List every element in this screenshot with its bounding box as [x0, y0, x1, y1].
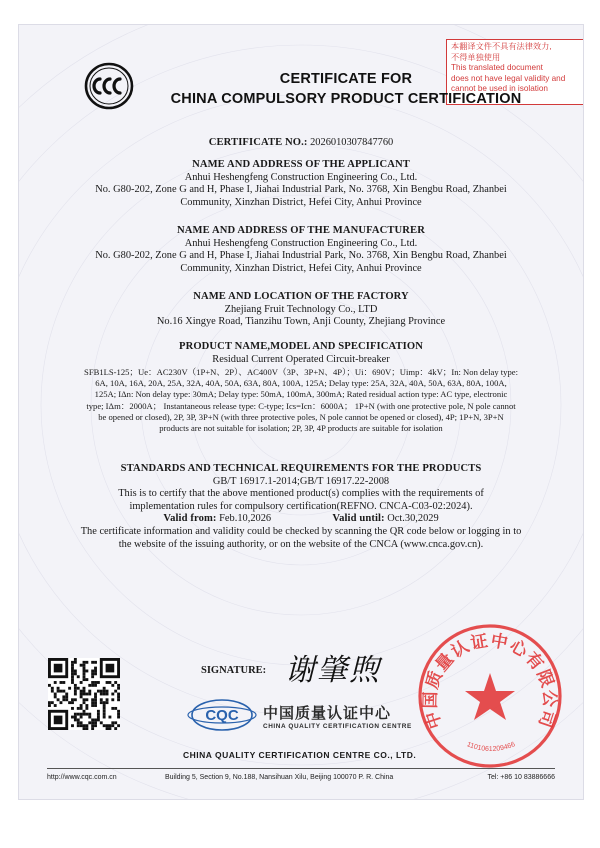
title-line-1: CERTIFICATE FOR [279, 71, 413, 87]
spec-line-1: SFB1LS-125；Ue：AC230V（1P+N、2P）、AC400V（3P、3P+N、4P）；Ui：690V；Uimp：4kV；In: Non delay type: [84, 367, 518, 377]
notice-line-1: The certificate information and validity could be checked by scanning the QR code below or logging in to [80, 525, 522, 537]
manufacturer-address-line-1: No. G80-202, Zone G and H, Phase I, Jiahai Industrial Park, No. 3768, Xin Bengbu Road, Zhanbei [95, 250, 507, 262]
signature-label: SIGNATURE: [201, 665, 267, 676]
seal-number: 1101061209466 [465, 741, 517, 754]
official-seal [415, 621, 565, 771]
spec-line-4: type; IΔm：2000A； Instantaneous release type: C-type; Ics=Icn：6000A； 1P+N (with one protective pole, N pole cannot [86, 400, 516, 411]
svg-text:1101061209466 [466, 741, 517, 753]
valid-until-label: Valid until: [332, 513, 385, 525]
manufacturer-heading: NAME AND ADDRESS OF THE MANUFACTURER [177, 225, 425, 236]
signature-text: 谢肇煦 [285, 653, 381, 688]
title-line-2: CHINA COMPULSORY PRODUCT CERTIFICATION [170, 91, 522, 107]
disclaimer-line-5: cannot be used in isolation [451, 84, 548, 93]
factory-name: Zhejiang Fruit Technology Co., LTD [224, 303, 378, 315]
spec-line-2: 6A, 10A, 16A, 20A, 25A, 32A, 40A, 50A, 63A, 80A, 100A, 125A; Delay type: 25A, 32A, 40A, 50A, 63A, 80A, 100A, [95, 378, 507, 389]
manufacturer-section [19, 225, 583, 275]
factory-section [19, 291, 583, 329]
product-heading: PRODUCT NAME,MODEL AND SPECIFICATION [179, 341, 423, 352]
certify-line-2: implementation rules for compulsory certification(REFNO. CNCA-C03-02:2024). [129, 500, 473, 512]
valid-from-value: Feb.10,2026 [219, 513, 272, 525]
spec-line-6: products are not suitable for isolation; 2P, 3P, 4P products are suitable for isolation [159, 423, 443, 434]
footer-divider [47, 768, 555, 769]
footer-address: Building 5, Section 9, No.188, Nansihuan Xilu, Beijing 100070 P. R. China [165, 774, 394, 781]
footer-website[interactable]: http://www.cqc.com.cn [47, 774, 117, 781]
spec-line-3: 125A; IΔn: Non delay type: 30mA; Delay type: 50mA, 100mA, 300mA; Rated residual action type: AC type, electronic [94, 389, 508, 400]
cqc-chinese-name: 中国质量认证中心 [263, 704, 392, 722]
product-name: Residual Current Operated Circuit-breaker [212, 353, 390, 365]
standards-value: GB/T 16917.1-2014;GB/T 16917.22-2008 [212, 475, 390, 487]
certificate-number-row [19, 137, 583, 150]
cqc-logo [187, 698, 257, 732]
product-specification [29, 367, 573, 434]
product-section [19, 341, 583, 366]
applicant-address-line-1: No. G80-202, Zone G and H, Phase I, Jiahai Industrial Park, No. 3768, Xin Bengbu Road, Zhanbei [95, 184, 507, 196]
disclaimer-line-1: 本翻译文件不具有法律效力, [451, 42, 552, 51]
certificate-title [166, 69, 526, 109]
certify-line-1: This is to certify that the above mentioned product(s) complies with the requirements of [118, 488, 484, 500]
ccc-logo [84, 61, 134, 111]
applicant-address-line-2: Community, Xinzhan District, Hefei City, Anhui Province [180, 196, 422, 208]
disclaimer-line-4: does not have legal validity and [451, 73, 566, 83]
applicant-name: Anhui Heshengfeng Construction Engineering Co., Ltd. [184, 171, 418, 183]
certificate-number-value: 2026010307847760 [310, 137, 394, 148]
notice-line-2: the website of the issuing authority, or on the website of the CNCA (www.cnca.gov.cn). [118, 538, 484, 550]
qr-code[interactable] [48, 658, 120, 730]
cqc-centre-line: CHINA QUALITY CERTIFICATION CENTRE CO., LTD. [183, 750, 417, 760]
disclaimer-line-2: 不得单独使用 [451, 52, 501, 62]
manufacturer-name: Anhui Heshengfeng Construction Engineering Co., Ltd. [184, 237, 418, 249]
factory-heading: NAME AND LOCATION OF THE FACTORY [193, 291, 409, 302]
standards-heading: STANDARDS AND TECHNICAL REQUIREMENTS FOR THE PRODUCTS [120, 463, 482, 474]
applicant-heading: NAME AND ADDRESS OF THE APPLICANT [192, 159, 410, 170]
manufacturer-address-line-2: Community, Xinzhan District, Hefei City, Anhui Province [180, 262, 422, 274]
certificate-number-label: CERTIFICATE NO.: [208, 137, 308, 148]
valid-from-label: Valid from: [163, 513, 217, 525]
valid-until-value: Oct.30,2029 [387, 513, 439, 525]
handwritten-signature [283, 649, 403, 689]
validity-row [19, 513, 583, 526]
cqc-english-name: CHINA QUALITY CERTIFICATION CENTRE [263, 723, 412, 730]
seal-text: 中国质量认证中心有限公司 [420, 631, 560, 732]
certificate-page [18, 24, 584, 800]
disclaimer-line-3: This translated document [451, 63, 543, 72]
cqc-logo-text: CQC [205, 707, 239, 724]
spec-line-5: be opened or closed), 2P, 3P, 3P+N (with three protective poles, N pole cannot be opened or closed), 4P; 1P+N, 3P+N [98, 411, 504, 422]
footer-phone: Tel: +86 10 83886666 [487, 774, 555, 781]
applicant-section [19, 159, 583, 209]
factory-address: No.16 Xingye Road, Tianzihu Town, Anji County, Zhejiang Province [156, 316, 446, 328]
standards-section [19, 463, 583, 551]
